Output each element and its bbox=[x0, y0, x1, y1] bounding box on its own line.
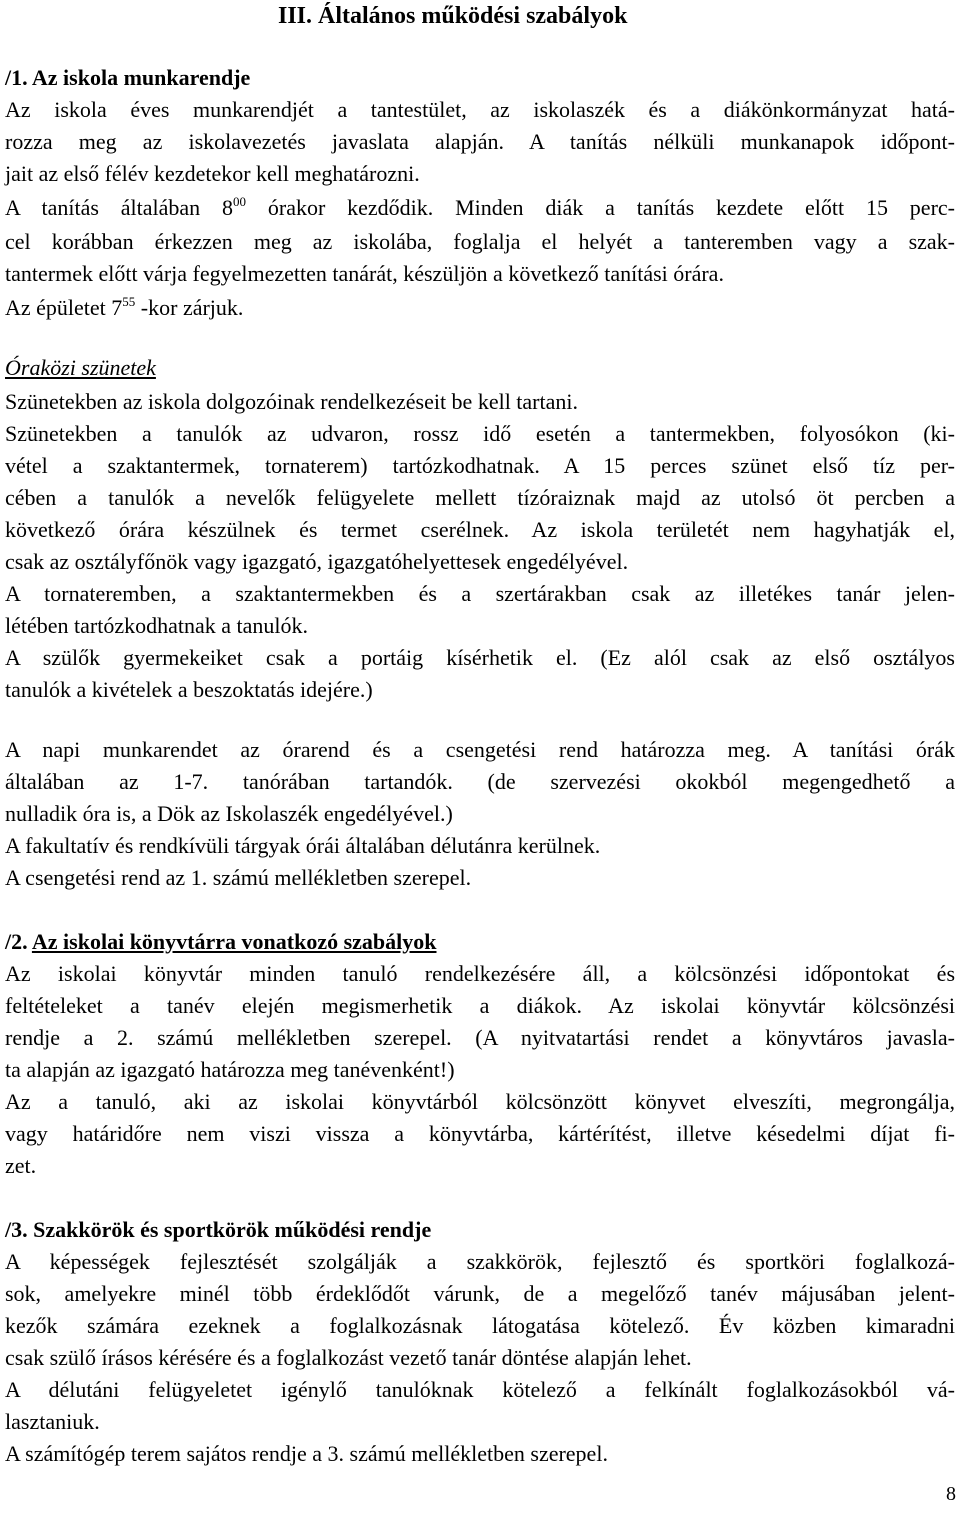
schedule-line-3: nulladik óra is, a Dök az Iskolaszék engedélyével.) bbox=[5, 801, 453, 826]
breaks-line-8: létében tartózkodhatnak a tanulók. bbox=[5, 613, 308, 638]
breaks-line-2: Szünetekben a tanulók az udvaron, rossz idő esetén a tantermekben, folyosókon (ki- bbox=[5, 421, 955, 446]
s2-line-3: rendje a 2. számú mellékletben szerepel. (A nyitvatartási rendet a könyvtáros javasla- bbox=[5, 1025, 955, 1050]
s3-line-1: A képességek fejlesztését szolgálják a szakkörök, fejlesztő és sportköri foglalkozá- bbox=[5, 1249, 955, 1274]
schedule-line-5: A csengetési rend az 1. számú mellékletben szerepel. bbox=[5, 865, 472, 890]
page-number: 8 bbox=[946, 1483, 956, 1505]
closing-time-superscript: 55 bbox=[122, 294, 136, 309]
s2-line-4: ta alapján az igazgató határozza meg tanévenként!) bbox=[5, 1057, 455, 1082]
section-3-number: /3. bbox=[5, 1217, 34, 1242]
section-2-heading bbox=[5, 926, 955, 958]
section-1-heading bbox=[5, 62, 955, 94]
s1-line-4-start: A tanítás általában 8 bbox=[5, 195, 234, 220]
breaks-line-10: tanulók a kivételek a beszoktatás idejére.) bbox=[5, 677, 373, 702]
s3-line-4: csak szülő írásos kérésére és a foglalkozást vezető tanár döntése alapján lehet. bbox=[5, 1345, 692, 1370]
s1-line-1: Az iskola éves munkarendjét a tantestület, az iskolaszék és a diákönkormányzat hatá- bbox=[5, 97, 955, 122]
schedule-line-2: általában az 1-7. tanórában tartandók. (de szervezési okokból megengedhető a bbox=[5, 769, 955, 794]
s3-line-7: A számítógép terem sajátos rendje a 3. számú mellékletben szerepel. bbox=[5, 1441, 608, 1466]
breaks-line-4: cében a tanulók a nevelők felügyelete mellett tízóraiznak majd az utolsó öt percben a bbox=[5, 485, 955, 510]
s3-line-2: sok, amelyekre minél több érdeklődőt várunk, de a megelőző tanév májusában jelent- bbox=[5, 1281, 955, 1306]
section-3-title: Szakkörök és sportkörök működési rendje bbox=[33, 1217, 432, 1242]
s3-line-3: kezők számára ezeknek a foglalkozásnak látogatása kötelező. Év közben kimaradni bbox=[5, 1313, 955, 1338]
section-1-number: /1. bbox=[5, 65, 32, 90]
section-2-number: /2. bbox=[5, 929, 32, 954]
section-3-heading bbox=[5, 1214, 955, 1246]
breaks-line-9: A szülők gyermekeiket csak a portáig kísérhetik el. (Ez alól csak az első osztályos bbox=[5, 645, 955, 670]
section-1-title: Az iskola munkarendje bbox=[31, 65, 251, 90]
s1-line-6: tantermek előtt várja fegyelmezetten tanárát, készüljön a következő tanítási órára. bbox=[5, 261, 724, 286]
chapter-heading: III. Általános működési szabályok bbox=[278, 3, 628, 29]
schedule-line-1: A napi munkarendet az órarend és a csengetési rend határozza meg. A tanítási órák bbox=[5, 737, 955, 762]
s1-line-4 bbox=[5, 192, 955, 224]
s2-line-7: zet. bbox=[5, 1153, 37, 1178]
breaks-line-1: Szünetekben az iskola dolgozóinak rendelkezéseit be kell tartani. bbox=[5, 389, 578, 414]
schedule-line-4: A fakultatív és rendkívüli tárgyak órái általában délutánra kerülnek. bbox=[5, 833, 601, 858]
s2-line-2: feltételeket a tanév elején megismerhetik a diákok. Az iskolai könyvtár kölcsönzési bbox=[5, 993, 955, 1018]
start-time-superscript: 00 bbox=[233, 194, 247, 209]
s1-line-4-end: órakor kezdődik. Minden diák a tanítás kezdete előtt 15 perc- bbox=[246, 195, 955, 220]
s2-line-5: Az a tanuló, aki az iskolai könyvtárból kölcsönzött könyvet elveszíti, megrongálja, bbox=[5, 1089, 955, 1114]
s3-line-5: A délutáni felügyeletet igénylő tanulóknak kötelező a felkínált foglalkozásokból vá- bbox=[5, 1377, 955, 1402]
breaks-line-6: csak az osztályfőnök vagy igazgató, igazgatóhelyettesek engedélyével. bbox=[5, 549, 629, 574]
breaks-line-5: következő órára készülnek és termet cserélnek. Az iskola területét nem hagyhatják el, bbox=[5, 517, 955, 542]
section-2-title: Az iskolai könyvtárra vonatkozó szabályok bbox=[31, 929, 437, 954]
s1-line-3: jait az első félév kezdetekor kell meghatározni. bbox=[5, 161, 420, 186]
s1-line-2: rozza meg az iskolavezetés javaslata alapján. A tanítás nélküli munkanapok időpont- bbox=[5, 129, 955, 154]
s2-line-6: vagy határidőre nem viszi vissza a könyvtárba, kártérítést, illetve késedelmi díjat fi- bbox=[5, 1121, 955, 1146]
s1-line-5: cel korábban érkezzen meg az iskolába, foglalja el helyét a tanteremben vagy a szak- bbox=[5, 229, 955, 254]
s2-line-1: Az iskolai könyvtár minden tanuló rendelkezésére áll, a kölcsönzési időpontokat és bbox=[5, 961, 955, 986]
breaks-subheading: Óraközi szünetek bbox=[5, 355, 156, 380]
breaks-line-7: A tornateremben, a szaktantermekben és a szertárakban csak az illetékes tanár jelen- bbox=[5, 581, 955, 606]
breaks-line-3: vétel a szaktantermek, tornaterem) tartózkodhatnak. A 15 perces szünet első tíz per- bbox=[5, 453, 955, 478]
s1-line-7-start: Az épületet 7 bbox=[5, 295, 123, 320]
s3-line-6: lasztaniuk. bbox=[5, 1409, 100, 1434]
s1-line-7 bbox=[5, 292, 955, 324]
s1-line-7-end: -kor zárjuk. bbox=[135, 295, 244, 320]
